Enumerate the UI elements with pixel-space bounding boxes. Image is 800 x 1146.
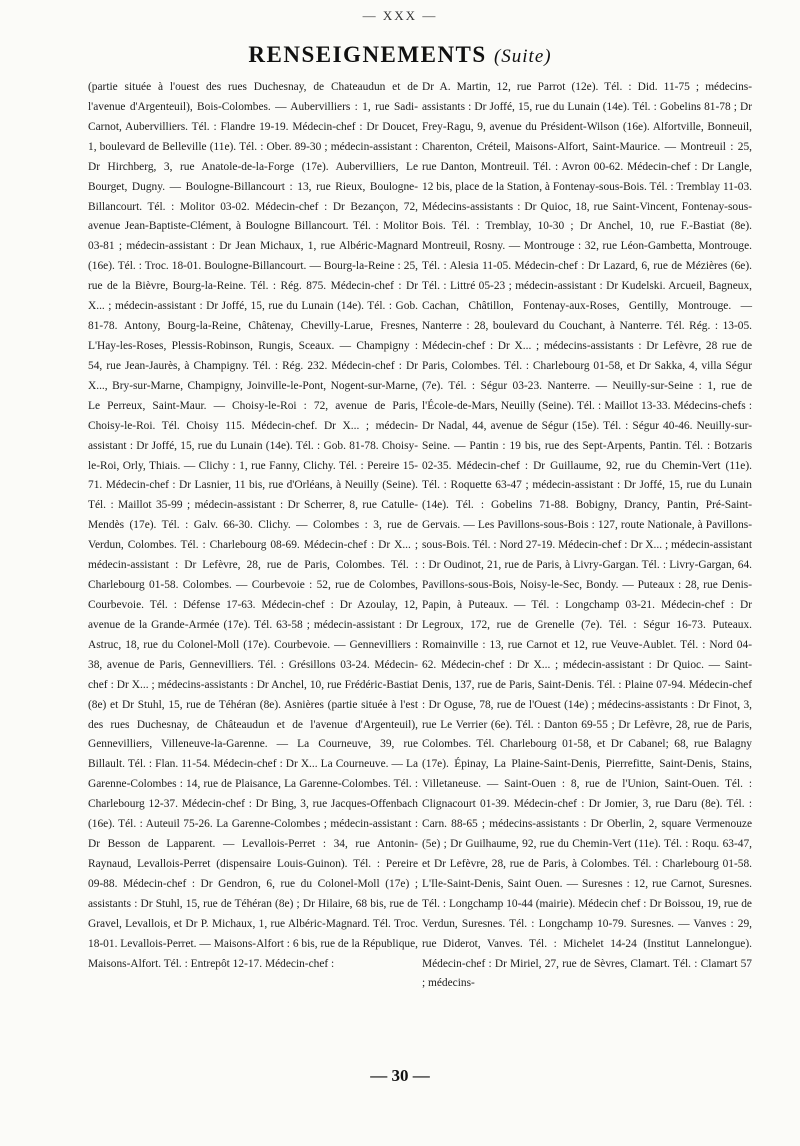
title-text: RENSEIGNEMENTS (248, 42, 487, 67)
right-column (422, 78, 752, 994)
page-title (0, 42, 800, 68)
left-column (88, 78, 418, 974)
page-roman-numeral: — XXX — (362, 8, 438, 23)
page-number: — 30 — (370, 1066, 430, 1085)
left-column-text: (partie située à l'ouest des rues Duchesnay, de Chateaudun et de l'avenue d'Argenteuil), Bois-Colombes. — Aubervilliers : 1, rue Sadi-Carnot, Aubervilliers. Tél. : Flandre 19-19. Médecin-chef : Dr Doucet, 1, boulevard de Belleville (11e). Tél. : Ober. 89-30 ; médecin-assistant : Dr Hirchberg, 3, rue Anatole-de-la-Forge (17e). Aubervilliers, Le Bourget, Dugny. — Boulogne-Billancourt : 13, rue Rieux, Boulogne-Billancourt. Tél. : Molitor 03-02. Médecin-chef : Dr Bezançon, 72, avenue Jean-Baptiste-Clément, à Boulogne Billancourt. Tél. : Molitor 03-81 ; médecin-assistant : Dr Jean Michaux, 1, rue Albéric-Magnard (16e). Tél. : Troc. 18-01. Boulogne-Billancourt. — Bourg-la-Reine : 25, rue de la Bièvre, Bourg-la-Reine. Tél. : Rég. 875. Médecin-chef : Dr X... ; médecin-assistant : Dr Joffé, 15, rue du Lunain (14e). Tél. : Gob. 81-78. Antony, Bourg-la-Reine, Châtenay, Chevilly-Larue, Fresnes, L'Hay-les-Roses, Plessis-Robinson, Rungis, Sceaux. — Champigny : 54, rue Jean-Jaurès, à Champigny. Tél. : Rég. 232. Médecin-chef : Dr X..., Bry-sur-Marne, Champigny, Joinville-le-Pont, Nogent-sur-Marne, Le Perreux, Saint-Maur. — Choisy-le-Roi : 72, avenue de Paris, Choisy-le-Roi. Tél. Choisy 115. Médecin-chef. Dr X... ; médecin-assistant : Dr Joffé, 15, rue du Lunain (14e). Tél. : Gob. 81-78. Choisy-le-Roi, Orly, Thiais. — Clichy : 1, rue Fanny, Clichy. Tél. : Pereire 15-71. Médecin-chef : Dr Lasnier, 11 bis, rue d'Orléans, à Neuilly (Seine). Tél. : Maillot 35-99 ; médecin-assistant : Dr Scherrer, 8, rue Catulle-Mendès (17e). Tél. : Galv. 66-30. Clichy. — Colombes : 3, rue de Verdun, Colombes. Tél. : Charlebourg 08-69. Médecin-chef : Dr X... ; médecin-assistant : Dr Lefèvre, 28, rue de Paris, Colombes. Tél. : Charlebourg 01-58. Colombes. — Courbevoie : 52, rue de Colombes, Courbevoie. Tél. : Défense 17-63. Médecin-chef : Dr Azoulay, 12, avenue de la Grande-Armée (17e). Tél. 63-58 ; médecin-assistant : Dr Astruc, 18, rue du Colonel-Moll (17e). Courbevoie. — Gennevilliers : 38, avenue de Paris, Gennevilliers. Tél. : Grésillons 03-24. Médecin-chef : Dr X... ; médecins-assistants : Dr Anchel, 10, rue Frédéric-Bastiat (8e) et Dr Stuhl, 15, rue de Téhéran (8e). Asnières (partie située à l'est des rues Duchesnay, de Châteaudun et de l'avenue d'Argenteuil), Gennevilliers, Villeneuve-la-Garenne. — La Courneuve, 39, rue Billault. Tél. : Flan. 11-54. Médecin-chef : Dr X... La Courneuve. — La Garenne-Colombes : 14, rue de Plaisance, La Garenne-Colombes. Tél. : Charlebourg 12-37. Médecin-chef : Dr Bing, 3, rue Jacques-Offenbach (16e). Tél. : Auteuil 75-26. La Garenne-Colombes ; médecin-assistant : Dr Besson de Lapparent. — Levallois-Perret : 34, rue Antonin-Raynaud, Levallois-Perret (dispensaire Louis-Guinon). Tél. : Pereire 09-88. Médecin-chef : Dr Gendron, 6, rue du Colonel-Moll (17e) ; assistants : Dr Stuhl, 15, rue de Téhéran (8e) ; Dr Hilaire, 68 bis, rue de Gravel, Levallois, et Dr P. Michaux, 1, rue Albéric-Magnard. Tél. Troc. 18-01. Levallois-Perret. — Maisons-Alfort : 6 bis, rue de la République, Maisons-Alfort. Tél. : Entrepôt 12-17. Médecin-chef : (88, 81, 418, 970)
title-suite: (Suite) (493, 46, 552, 67)
right-column-text: Dr A. Martin, 12, rue Parrot (12e). Tél. : Did. 11-75 ; médecins-assistants : Dr Joffé, 15, rue du Lunain (14e). Tél. : Gobelins 81-78 ; Dr Frey-Ragu, 9, avenue du Président-Wilson (16e). Alfortville, Bonneuil, Charenton, Créteil, Maisons-Alfort, Saint-Maurice. — Montreuil : 25, rue Danton, Montreuil. Tél. : Avron 00-62. Médecin-chef : Dr Langle, 12 bis, place de la Station, à Fontenay-sous-Bois. Tél. : Tremblay 11-03. Médecins-assistants : Dr Quioc, 18, rue Saint-Vincent, Fontenay-sous-Bois. Tél. : Tremblay, 10-30 ; Dr Anchel, 10, rue F.-Bastiat (8e). Montreuil, Rosny. — Montrouge : 32, rue Léon-Gambetta, Montrouge. Tél. : Alesia 11-05. Médecin-chef : Dr Lazard, 6, rue de Mézières (6e). Tél. : Littré 05-23 ; médecin-assistant : Dr Kudelski. Arcueil, Bagneux, Cachan, Châtillon, Fontenay-aux-Roses, Gentilly, Montrouge. — Nanterre : 28, boulevard du Couchant, à Nanterre. Tél. Rég. : 13-05. Médecin-chef : Dr X... ; médecins-assistants : Dr Lefèvre, 28 rue de Paris, Colombes. Tél. : Charlebourg 01-58, et Dr Sakka, 4, villa Ségur (7e). Tél. : Ségur 03-23. Nanterre. — Neuilly-sur-Seine : 1, rue de l'École-de-Mars, Neuilly (Seine). Tél. : Maillot 13-33. Médecins-chefs : Dr Nadal, 44, avenue de Ségur (15e). Tél. : Ségur 40-46. Neuilly-sur-Seine. — Pantin : 19 bis, rue des Sept-Arpents, Pantin. Tél. : Botzaris 02-35. Médecin-chef : Dr Guillaume, 92, rue du Chemin-Vert (11e). Tél. : Roquette 63-47 ; médecin-assistant : Dr Joffé, 15, rue du Lunain (14e). Tél. : Gobelins 71-88. Bobigny, Drancy, Pantin, Pré-Saint-Gervais. — Les Pavillons-sous-Bois : 127, route Nationale, à Pavillons-sous-Bois. Tél. : Nord 27-19. Médecin-chef : Dr X... ; médecin-assistant : Dr Oudinot, 21, rue de Paris, à Livry-Gargan. Tél. : Livry-Gargan, 64. Pavillons-sous-Bois, Noisy-le-Sec, Bondy. — Puteaux : 28, rue Denis-Papin, à Puteaux. — Tél. : Longchamp 03-21. Médecin-chef : Dr Legroux, 172, rue de Grenelle (7e). Tél. : Ségur 16-73. Puteaux. Romainville : 13, rue Carnot et 12, rue Veuve-Aublet. Tél. : Nord 04-62. Médecin-chef : Dr X... ; médecin-assistant : Dr Quioc. — Saint-Denis, 137, rue de Paris, Saint-Denis. Tél. : Plaine 07-94. Médecin-chef : Dr Oguse, 78, rue de l'Ouest (14e) ; médecins-assistants : Dr Finot, 3, rue Le Verrier (6e). Tél. : Danton 69-55 ; Dr Lefèvre, 28, rue de Paris, Colombes. Tél. Charlebourg 01-58, et Dr Cabanel; 68, rue Balagny (17e). Épinay, La Plaine-Saint-Denis, Pierrefitte, Saint-Denis, Stains, Villetaneuse. — Saint-Ouen : 8, rue de l'Union, Saint-Ouen. Tél. : Clignacourt 01-39. Médecin-chef : Dr Jomier, 3, rue Daru (8e). Tél. : Carn. 88-65 ; médecins-assistants : Dr Oberlin, 2, square Vermenouze (5e) ; Dr Guilhaume, 92, rue du Chemin-Vert (11e). Tél. : Roqu. 63-47, et Dr Lefèvre, 28, rue de Paris, à Colombes. Tél. : Charlebourg 01-58. L'Ile-Saint-Denis, Saint Ouen. — Suresnes : 12, rue Carnot, Suresnes. Tél. : Longchamp 10-44 (mairie). Médecin chef : Dr Boissou, 19, rue de Verdun, Suresnes. Tél. : Longchamp 10-79. Suresnes. — Vanves : 29, rue Diderot, Vanves. Tél. : Michelet 14-24 (Institut Lannelongue). Médecin-chef : Dr Miriel, 27, rue de Sèvres, Clamart. Tél. : Clamart 57 ; médecins- (422, 81, 752, 990)
